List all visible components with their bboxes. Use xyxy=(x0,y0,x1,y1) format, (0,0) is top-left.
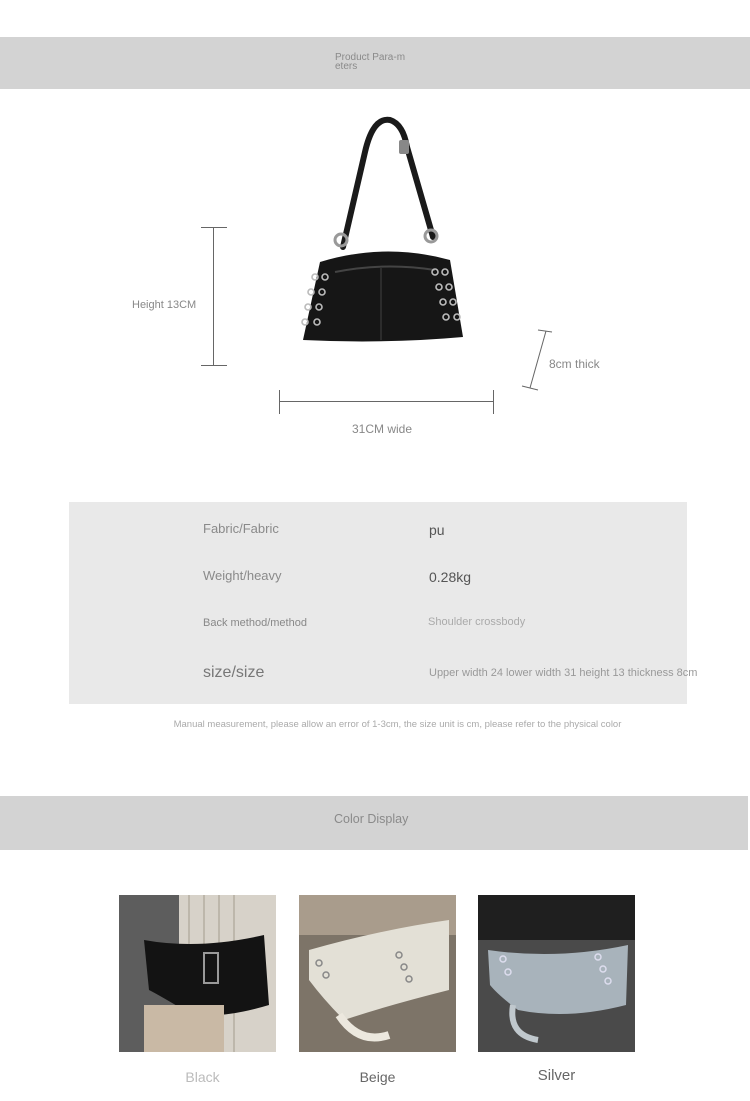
black-bag-image xyxy=(119,895,276,1052)
color-label-beige: Beige xyxy=(359,1069,396,1085)
thickness-label: 8cm thick xyxy=(549,357,600,371)
width-label: 31CM wide xyxy=(352,422,413,436)
section-title: Color Display xyxy=(334,812,409,826)
parameters-table xyxy=(69,502,698,704)
param-key: Back method/method xyxy=(203,617,307,629)
measurement-note: Manual measurement, please allow an error of 1-3cm, the size unit is cm, please refer to the physical color xyxy=(173,719,622,730)
param-key: size/size xyxy=(203,664,265,681)
section-title: Product Para-meters xyxy=(335,52,406,72)
width-line-left xyxy=(279,390,280,414)
height-label: Height 13CM xyxy=(132,299,197,311)
section-header-colors xyxy=(0,796,748,850)
section-header-parameters xyxy=(0,37,750,89)
param-value: 0.28kg xyxy=(429,569,472,585)
color-swatch-silver[interactable] xyxy=(478,895,635,1052)
color-swatch-black[interactable] xyxy=(119,895,276,1052)
param-value: Upper width 24 lower width 31 height 13 thickness 8cm xyxy=(429,667,698,679)
color-label-silver: Silver xyxy=(537,1067,576,1084)
product-bag-image xyxy=(295,112,475,352)
beige-bag-image xyxy=(299,895,456,1052)
param-key: Weight/heavy xyxy=(203,568,282,583)
color-label-black: Black xyxy=(185,1069,220,1085)
silver-bag-image xyxy=(478,895,635,1052)
param-value: pu xyxy=(429,522,445,538)
width-line xyxy=(279,401,494,402)
height-line xyxy=(213,227,214,365)
height-line-bottom xyxy=(201,365,227,366)
width-line-right xyxy=(493,390,494,414)
height-line-top xyxy=(201,227,227,228)
param-key: Fabric/Fabric xyxy=(203,521,279,536)
param-value: Shoulder crossbody xyxy=(428,616,526,628)
color-swatch-beige[interactable] xyxy=(299,895,456,1052)
